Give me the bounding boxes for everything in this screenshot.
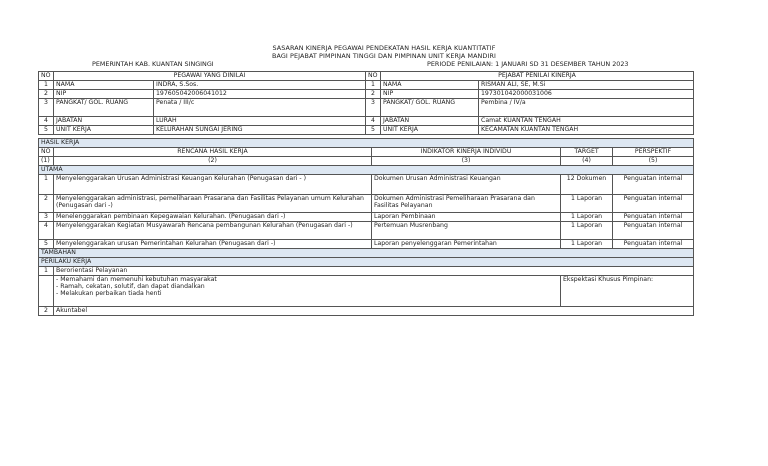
perilaku-item-description	[54, 276, 561, 307]
pegawai-dinilai-header: PEGAWAI YANG DINILAI	[54, 72, 366, 81]
hasil-row-perspektif: Penguatan internal	[613, 222, 694, 240]
ident-row-left-value: LURAH	[154, 117, 366, 126]
ident-row-no: 1	[39, 81, 54, 90]
hasil-row-target: 12 Dokumen	[561, 175, 613, 195]
perilaku-item-title: Berorientasi Pelayanan	[54, 267, 694, 276]
hasil-row-perspektif: Penguatan internal	[613, 213, 694, 222]
hasil-row-indikator: Dokumen Administrasi Pemeliharaan Prasarana dan Fasilitas Pelayanan	[372, 195, 561, 213]
col-number-3: (3)	[372, 157, 561, 166]
col-perspektif-header: PERSPEKTIF	[613, 148, 694, 157]
perilaku-item-no-spacer	[39, 276, 54, 307]
hasil-row-indikator: Laporan Pembinaan	[372, 213, 561, 222]
ident-no-header: NO	[39, 72, 54, 81]
ident-row-label: UNIT KERJA	[54, 126, 154, 135]
ident-row-right-value: 197301042000031006	[479, 90, 694, 99]
col-target-header: TARGET	[561, 148, 613, 157]
hasil-row-rencana: Menyelenggarakan urusan Pemerintahan Kelurahan (Penugasan dari -)	[54, 240, 372, 249]
ident-row-label-right: PANGKAT/ GOL. RUANG	[381, 99, 479, 117]
hasil-kerja-table	[38, 138, 694, 316]
hasil-row-indikator: Dokumen Urusan Administrasi Keuangan	[372, 175, 561, 195]
ident-row-right-value: RISMAN ALI, SE, M.Si	[479, 81, 694, 90]
ident-row-left-value: KELURAHAN SUNGAI JERING	[154, 126, 366, 135]
hasil-row-rencana: Menyelenggarakan administrasi, pemeliharaan Prasarana dan Fasilitas Pelayanan umum Kelurahan (Penugasan dari -)	[54, 195, 372, 213]
ident-row-no: 3	[39, 99, 54, 117]
doc-title-1: SASARAN KINERJA PEGAWAI PENDEKATAN HASIL KERJA KUANTITATIF	[272, 44, 496, 52]
utama-section: UTAMA	[39, 166, 694, 175]
ident-row-label-right: NIP	[381, 90, 479, 99]
perilaku-line: - Melakukan perbaikan tiada henti	[56, 290, 162, 297]
ident-row-right-value: KECAMATAN KUANTAN TENGAH	[479, 126, 694, 135]
ident-row-right-value: Camat KUANTAN TENGAH	[479, 117, 694, 126]
hasil-row-no: 3	[39, 213, 54, 222]
ident-row-left-value: Penata / III/c	[154, 99, 366, 117]
tambahan-section: TAMBAHAN	[39, 249, 694, 258]
col-number-2: (2)	[54, 157, 372, 166]
pejabat-penilai-header: PEJABAT PENILAI KINERJA	[381, 72, 694, 81]
col-indikator-header: INDIKATOR KINERJA INDIVIDU	[372, 148, 561, 157]
ident-row-no: 5	[39, 126, 54, 135]
ident-row-left-value: 197605042006041012	[154, 90, 366, 99]
identity-table	[38, 71, 694, 135]
ident-row-label: NAMA	[54, 81, 154, 90]
ident-row-label-right: NAMA	[381, 81, 479, 90]
col-number-5: (5)	[613, 157, 694, 166]
ident-row-no-right: 2	[366, 90, 381, 99]
ident-no-header-right: NO	[366, 72, 381, 81]
col-no-header: NO	[39, 148, 54, 157]
hasil-row-no: 4	[39, 222, 54, 240]
hasil-row-target: 1 Laporan	[561, 240, 613, 249]
hasil-row-no: 5	[39, 240, 54, 249]
ident-row-no: 4	[39, 117, 54, 126]
ident-row-label: NIP	[54, 90, 154, 99]
col-rencana-header: RENCANA HASIL KERJA	[54, 148, 372, 157]
doc-title-2: BAGI PEJABAT PIMPINAN TINGGI DAN PIMPINAN UNIT KERJA MANDIRI	[272, 52, 496, 60]
ident-row-label-right: UNIT KERJA	[381, 126, 479, 135]
hasil-row-perspektif: Penguatan internal	[613, 240, 694, 249]
hasil-kerja-section: HASIL KERJA	[39, 139, 694, 148]
ident-row-no-right: 1	[366, 81, 381, 90]
hasil-row-rencana: Menelenggarakan pembinaan Kepegawaian Kelurahan. (Penugasan dari -)	[54, 213, 372, 222]
hasil-row-perspektif: Penguatan internal	[613, 195, 694, 213]
perilaku-line: - Ramah, cekatan, solutif, dan dapat diandalkan	[56, 283, 205, 290]
ident-row-no: 2	[39, 90, 54, 99]
period-label: PERIODE PENILAIAN: 1 JANUARI SD 31 DESEMBER TAHUN 2023	[427, 60, 629, 68]
col-number-1: (1)	[39, 157, 54, 166]
perilaku-item-title: Akuntabel	[54, 307, 694, 316]
ident-row-no-right: 5	[366, 126, 381, 135]
ident-row-right-value: Pembina / IV/a	[479, 99, 694, 117]
perilaku-item-no: 1	[39, 267, 54, 276]
hasil-row-no: 1	[39, 175, 54, 195]
hasil-row-target: 1 Laporan	[561, 222, 613, 240]
col-number-4: (4)	[561, 157, 613, 166]
hasil-row-perspektif: Penguatan internal	[613, 175, 694, 195]
ident-row-label: PANGKAT/ GOL. RUANG	[54, 99, 154, 117]
ident-row-left-value: INDRA, S.Sos.	[154, 81, 366, 90]
hasil-row-indikator: Laporan penyelenggaran Pemerintahan	[372, 240, 561, 249]
ident-row-label: JABATAN	[54, 117, 154, 126]
ident-row-label-right: JABATAN	[381, 117, 479, 126]
hasil-row-target: 1 Laporan	[561, 195, 613, 213]
hasil-row-indikator: Pertemuan Musrenbang	[372, 222, 561, 240]
ident-row-no-right: 4	[366, 117, 381, 126]
org-name: PEMERINTAH KAB. KUANTAN SINGINGI	[92, 60, 214, 68]
perilaku-item-no: 2	[39, 307, 54, 316]
ekspektasi-khusus-pimpinan: Ekspektasi Khusus Pimpinan:	[561, 276, 694, 307]
ident-row-no-right: 3	[366, 99, 381, 117]
hasil-row-no: 2	[39, 195, 54, 213]
perilaku-kerja-section: PERILAKU KERJA	[39, 258, 694, 267]
hasil-row-target: 1 Laporan	[561, 213, 613, 222]
hasil-row-rencana: Menyelenggarakan Urusan Administrasi Keuangan Kelurahan (Penugasan dari - )	[54, 175, 372, 195]
hasil-row-rencana: Menyelenggarakan Kegiatan Musyawarah Rencana pembangunan Kelurahan (Penugasan dari -)	[54, 222, 372, 240]
perilaku-line: - Memahami dan memenuhi kebutuhan masyarakat	[56, 276, 217, 283]
